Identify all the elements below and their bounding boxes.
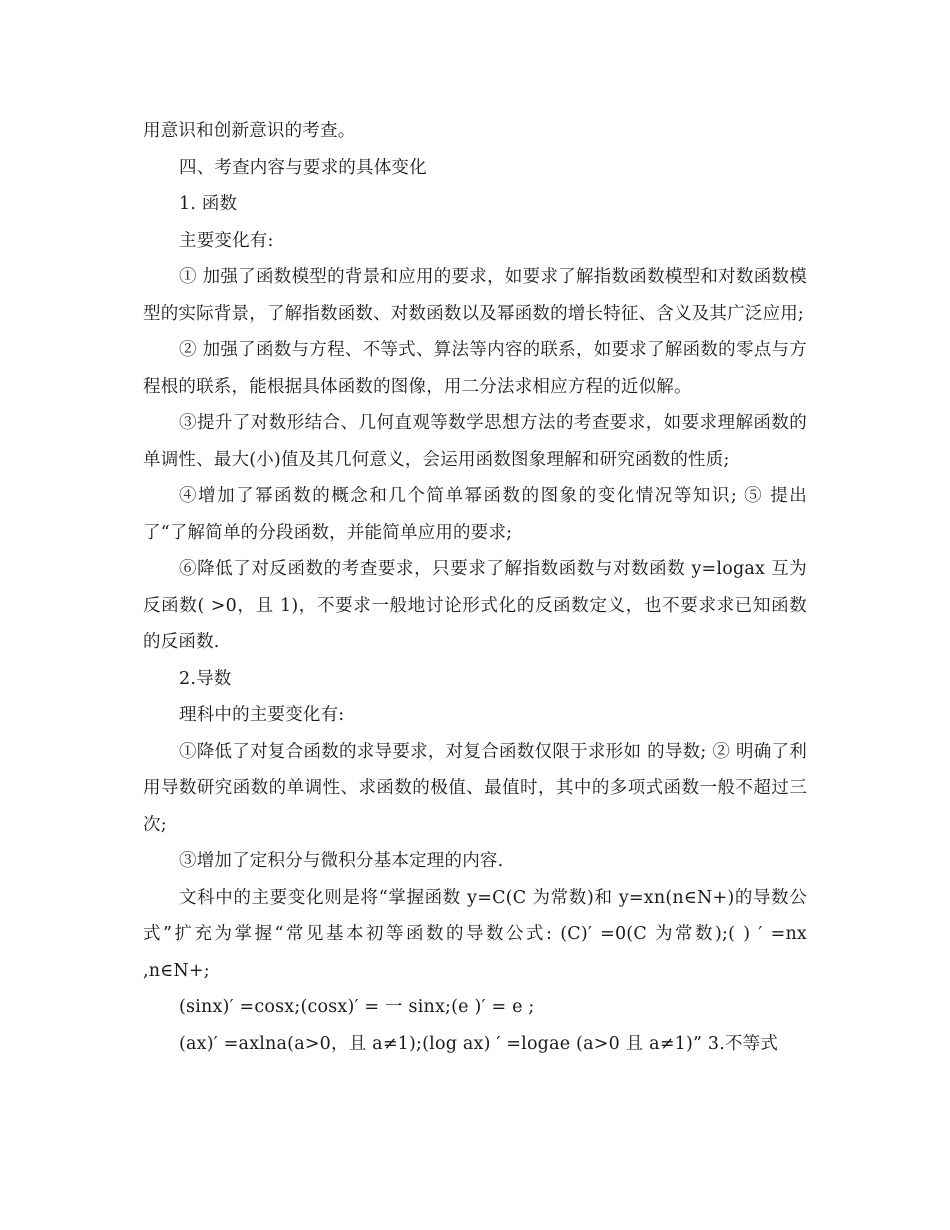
paragraph-arts-changes: 文科中的主要变化则是将“掌握函数 y=C(C 为常数)和 y=xn(n∈N+)的导数公式”扩充为掌握“常见基本初等函数的导数公式: (C)′ =0(C 为常数);( ) ′ =nx ,n∈N+;: [143, 887, 813, 981]
subsection-heading-functions: 1. 函数: [179, 194, 238, 214]
paragraph-science-item-1-2: ①降低了对复合函数的求导要求，对复合函数仅限于求形如 的导数; ② 明确了利用导数研究函数的单调性、求函数的极值、最值时，其中的多项式函数一般不超过三次;: [143, 741, 807, 835]
paragraph-item-1: ① 加强了函数模型的背景和应用的要求，如要求了解指数函数模型和对数函数模型的实际背景，了解指数函数、对数函数以及幂函数的增长特征、含义及其广泛应用;: [143, 267, 807, 324]
document-body: [143, 113, 813, 1062]
paragraph-science-changes-label: 理科中的主要变化有:: [179, 705, 345, 725]
paragraph-formula-line-2: (ax)′ =axlna(a>0，且 a≠1);(log ax) ′ =logae (a>0 且 a≠1)” 3.不等式: [179, 1033, 779, 1054]
paragraph-item-4-5: ④增加了幂函数的概念和几个简单幂函数的图象的变化情况等知识; ⑤ 提出了“了解简单的分段函数，并能简单应用的要求;: [143, 486, 807, 543]
paragraph-science-item-3: ③增加了定积分与微积分基本定理的内容.: [179, 851, 504, 871]
paragraph-item-6: ⑥降低了对反函数的考查要求，只要求了解指数函数与对数函数 y=logax 互为反函数( >0，且 1)，不要求一般地讨论形式化的反函数定义，也不要求求已知函数的反函数.: [143, 559, 807, 652]
paragraph-main-changes-label: 主要变化有:: [179, 230, 274, 251]
paragraph-intro-continuation: 用意识和创新意识的考查。: [143, 121, 356, 141]
subsection-heading-derivatives: 2.导数: [179, 668, 232, 689]
section-heading-4: 四、考查内容与要求的具体变化: [179, 157, 427, 178]
paragraph-item-3: ③提升了对数形结合、几何直观等数学思想方法的考查要求，如要求理解函数的单调性、最大(小)值及其几何意义，会运用函数图象理解和研究函数的性质;: [143, 413, 807, 470]
paragraph-item-2: ② 加强了函数与方程、不等式、算法等内容的联系，如要求了解函数的零点与方程根的联系，能根据具体函数的图像，用二分法求相应方程的近似解。: [143, 340, 807, 397]
paragraph-formula-line-1: (sinx)′ =cosx;(cosx)′ = 一 sinx;(e )′ = e ;: [179, 997, 535, 1017]
